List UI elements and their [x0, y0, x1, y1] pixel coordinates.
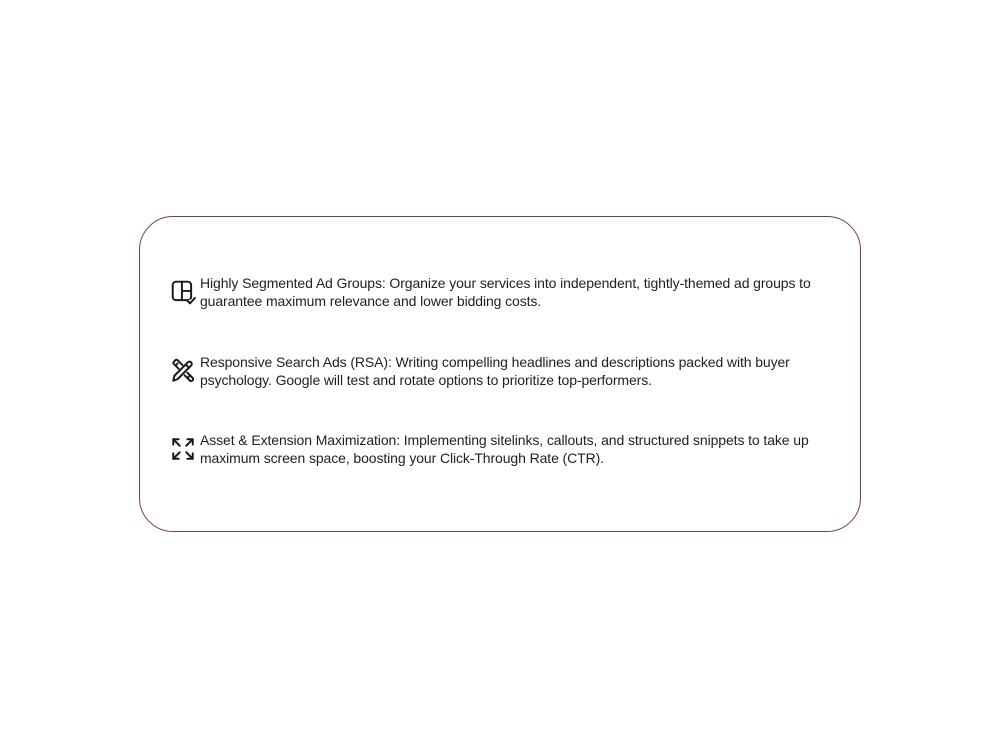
feature-text: Asset & Extension Maximization: Implementing sitelinks, callouts, and structured snippets to take up maximum screen space, boosting your Click-Through Rate (CTR). — [200, 432, 809, 466]
feature-item — [170, 354, 830, 389]
feature-text: Highly Segmented Ad Groups: Organize your services into independent, tightly-themed ad groups to guarantee maximum relevance and lower bidding costs. — [200, 275, 811, 309]
maximize-arrows-icon — [170, 436, 196, 462]
features-card — [139, 216, 861, 532]
feature-item — [170, 275, 830, 310]
pencil-ruler-icon — [170, 358, 196, 384]
feature-text: Responsive Search Ads (RSA): Writing compelling headlines and descriptions packed with buyer psychology. Google will test and rotate options to prioritize top-performers. — [200, 354, 790, 388]
layout-check-icon — [170, 279, 196, 305]
feature-item — [170, 432, 830, 467]
